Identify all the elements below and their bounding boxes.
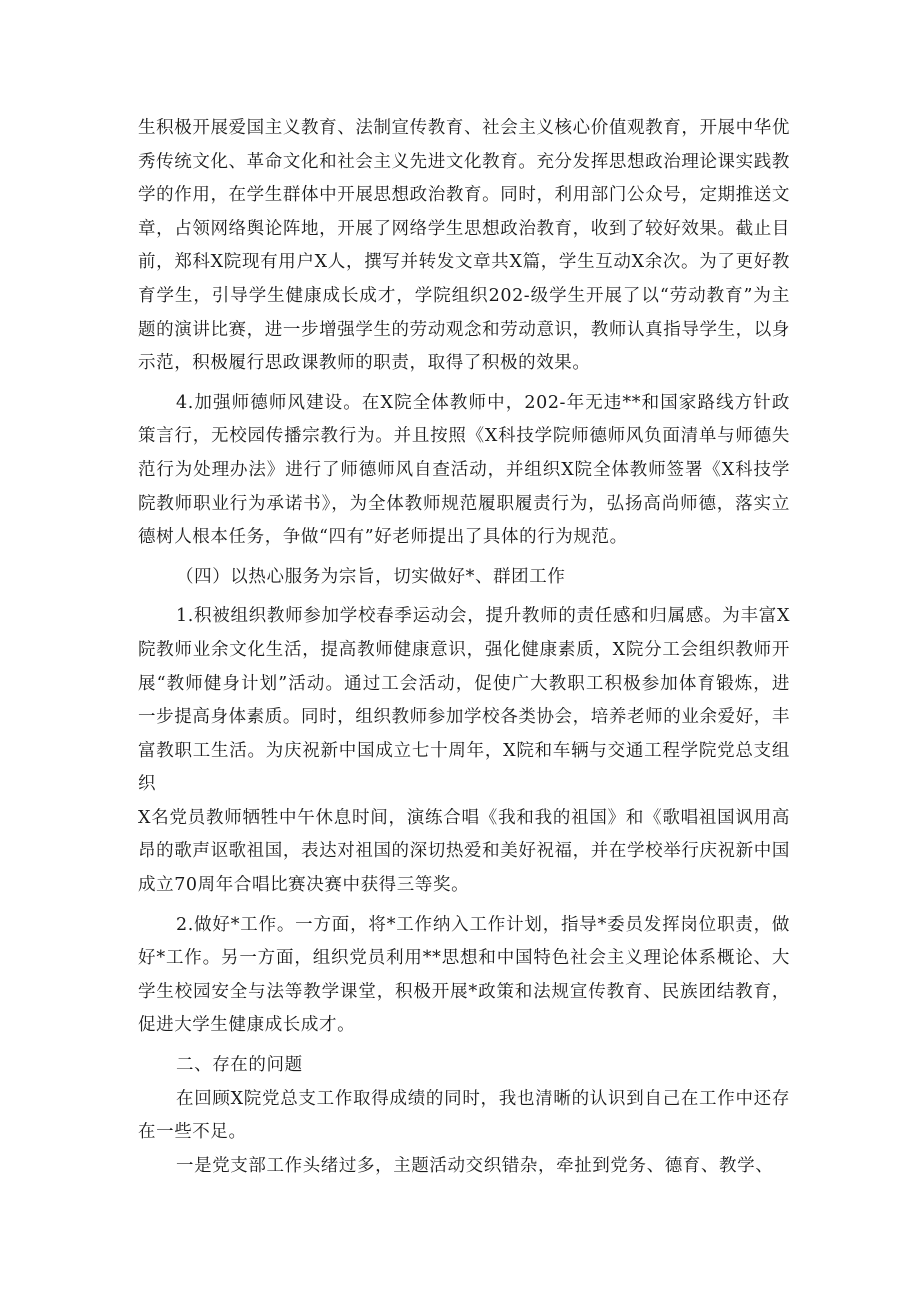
paragraph-work-plan: 2.做好*工作。一方面，将*工作纳入工作计划，指导*委员发挥岗位职责，做好*工作。另一方面，组织党员利用**思想和中国特色社会主义理论体系概论、大学生校园安全与法等教学课堂，积极开展*政策和法规宣传教育、民族团结教育，促进大学生健康成长成才。 (138, 914, 790, 1036)
paragraph-teacher-ethics: 4.加强师德师风建设。在X院全体教师中，202-年无违**和国家路线方针政策言行，无校园传播宗教行为。并且按照《X科技学院师德师风负面清单与师德失范行为处理办法》进行了师德师风自查活动，并组织X院全体教师签署《X科技学院教师职业行为承诺书》，为全体教师规范履职履责行为，弘扬高尚师德，落实立德树人根本任务，争做“四有”好老师提出了具体的行为规范。 (138, 392, 790, 548)
section-heading-service: （四）以热心服务为宗旨，切实做好*、群团工作 (176, 566, 566, 587)
paragraph-review: 在回顾X院党总支工作取得成绩的同时，我也清晰的认识到自己在工作中还存在一些不足。 (138, 1088, 790, 1143)
paragraph-chorus: X名党员教师牺牲中午休息时间，演练合唱《我和我的祖国》和《歌唱祖国讽用高昂的歌声讴歌祖国，表达对祖国的深切热爱和美好祝福，并在学校举行庆祝新中国成立70周年合唱比赛决赛中获得三等奖。 (138, 807, 790, 896)
paragraph-ideological-education: 生积极开展爱国主义教育、法制宣传教育、社会主义核心价值观教育，开展中华优秀传统文化、革命文化和社会主义先进文化教育。充分发挥思想政治理论课实践教学的作用，在学生群体中开展思想政治教育。同时，利用部门公众号，定期推送文章，占领网络舆论阵地，开展了网络学生思想政治教育，收到了较好效果。截止目前，郑科X院现有用户X人，撰写并转发文章共X篇，学生互动X余次。为了更好教育学生，引导学生健康成长成才，学院组织202-级学生开展了以“劳动教育”为主题的演讲比赛，进一步增强学生的劳动观念和劳动意识，教师认真指导学生，以身示范，积极履行思政课教师的职责，取得了积极的效果。 (138, 118, 790, 374)
paragraph-issue-one: 一是党支部工作头绪过多，主题活动交织错杂，牵扯到党务、德育、教学、 (176, 1155, 774, 1176)
paragraph-sports-meeting: 1.积被组织教师参加学校春季运动会，提升教师的责任感和归属感。为丰富X院教师业余文化生活，提高教师健康意识，强化健康素质，X院分工会组织教师开展“教师健身计划”活动。通过工会活动，促使广大教职工积极参加体育锻炼，进一步提高身体素质。同时，组织教师参加学校各类协会，培养老师的业余爱好，丰富教职工生活。为庆祝新中国成立七十周年，X院和车辆与交通工程学院党总支组织 (138, 606, 790, 795)
section-heading-problems: 二、存在的问题 (176, 1055, 303, 1076)
document-body (138, 112, 790, 1183)
